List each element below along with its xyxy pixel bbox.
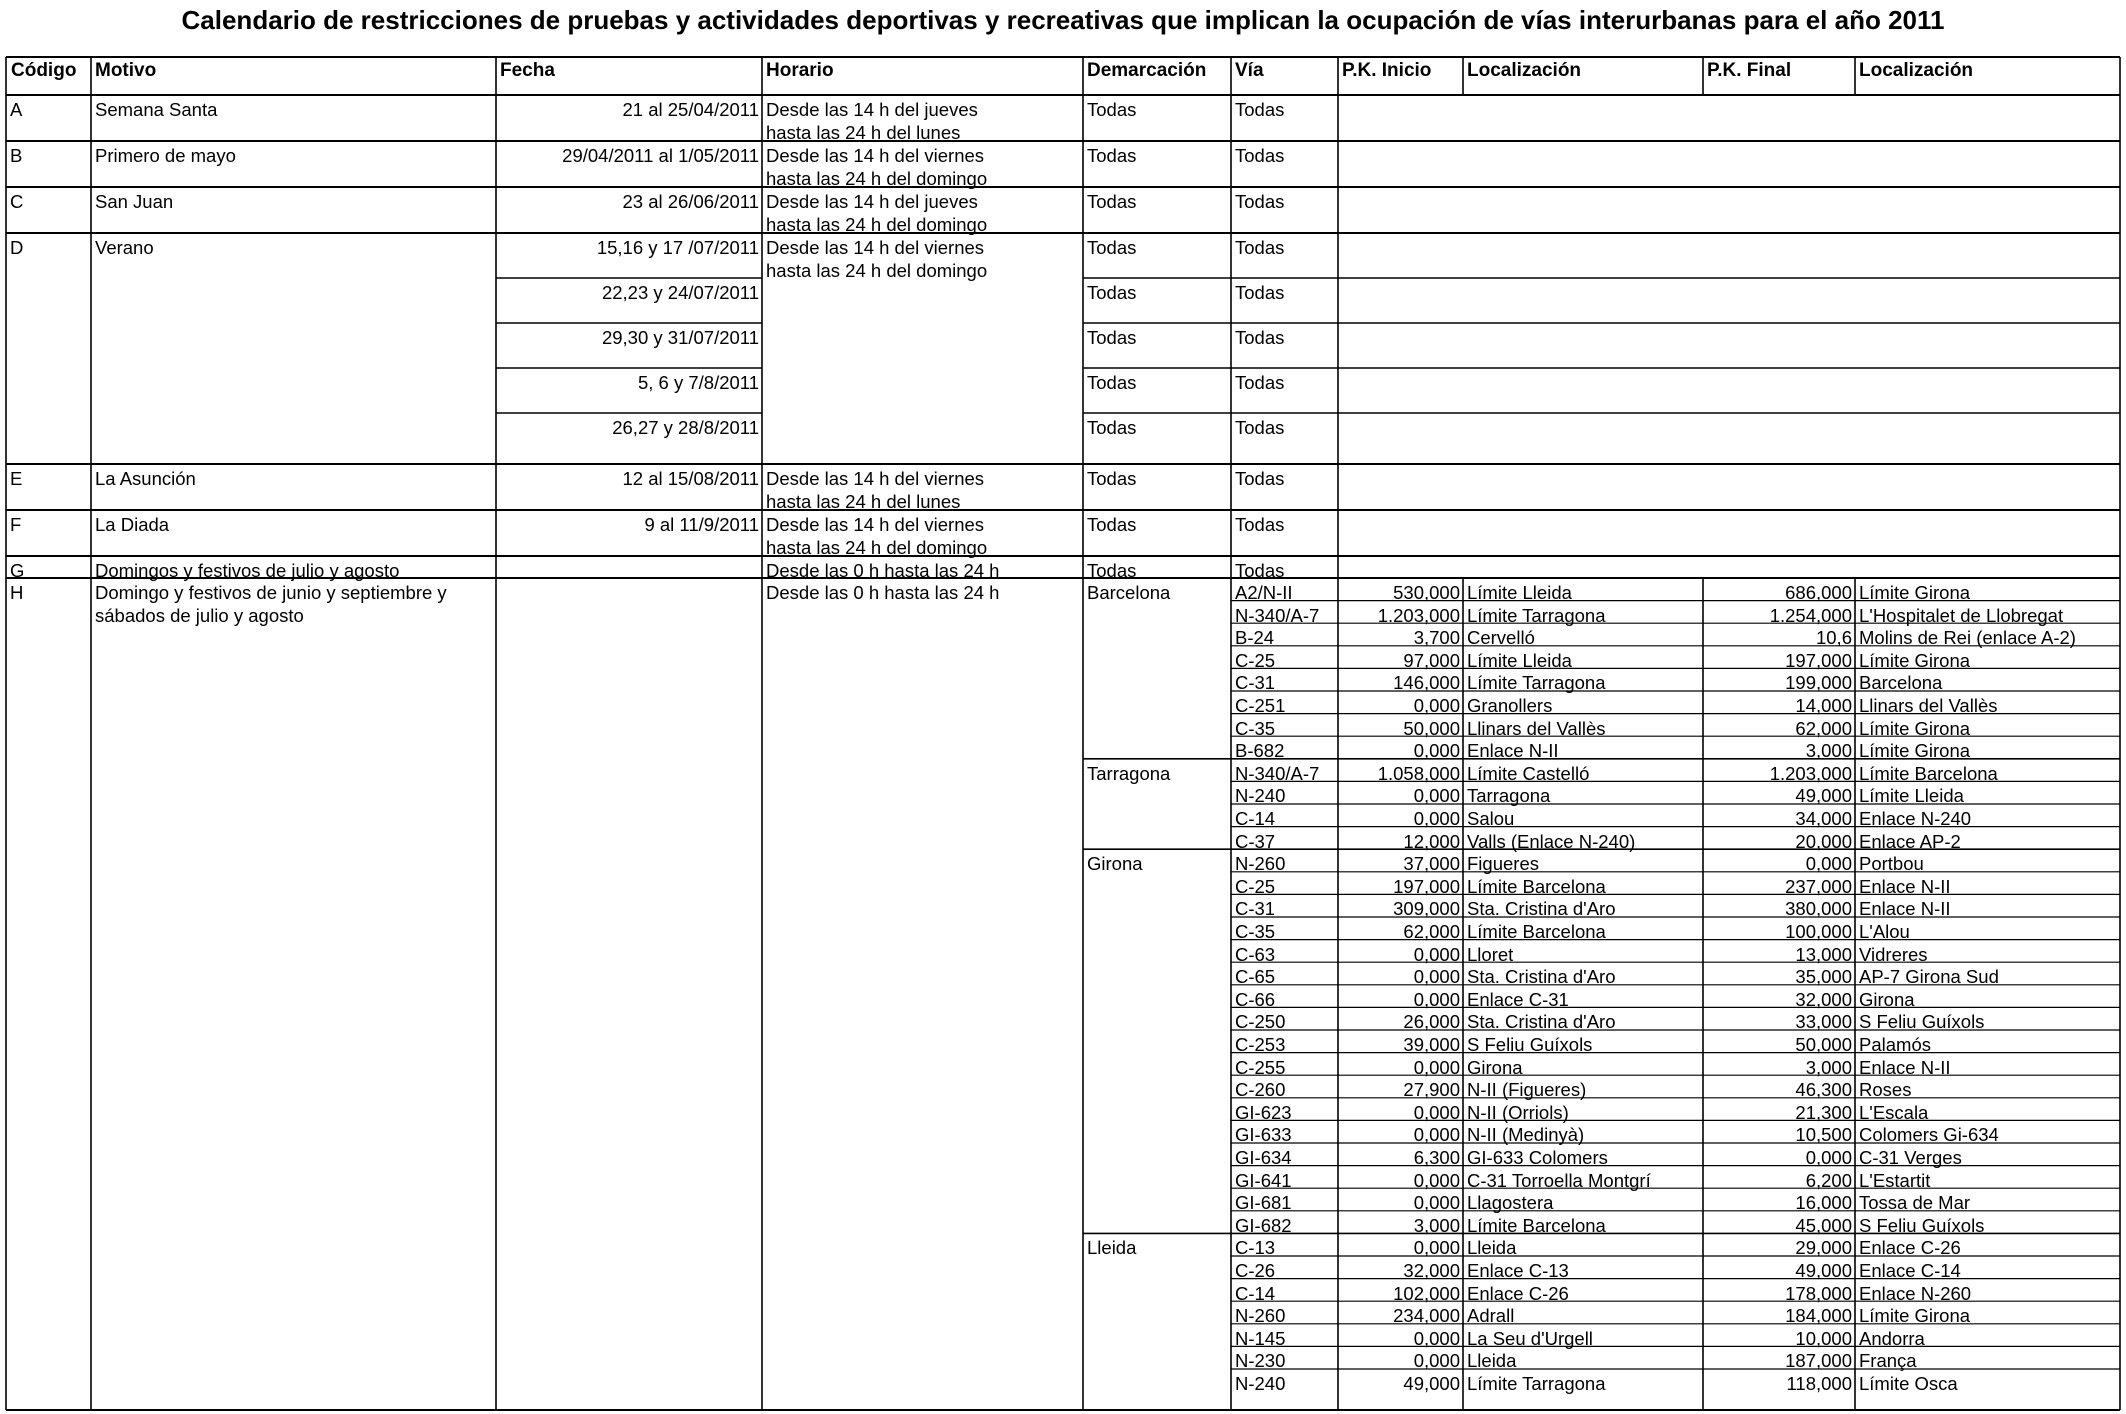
group-demarcacion: Todas <box>1087 372 1137 393</box>
road-loc-final: Girona <box>1859 988 1915 1010</box>
road-loc-final: Enlace AP-2 <box>1859 830 1961 852</box>
header-demarcacion: Demarcación <box>1087 60 1207 81</box>
header-pk-inicio: P.K. Inicio <box>1342 60 1432 81</box>
header-localizacion-final: Localización <box>1859 60 1974 81</box>
road-loc-final: L'Alou <box>1859 921 1910 942</box>
road-pk-inicio: 0,000 <box>1413 1056 1460 1078</box>
road-loc-inicio: Tarragona <box>1467 785 1551 807</box>
road-pk-final: 10,6 <box>1815 627 1852 649</box>
road-loc-inicio: GI-633 Colomers <box>1467 1147 1608 1168</box>
road-loc-final: L'Hospitalet de Llobregat <box>1859 604 2064 626</box>
road-pk-inicio: 6,300 <box>1413 1147 1460 1168</box>
header-via: Vía <box>1235 60 1264 81</box>
group-demarcacion: Todas <box>1087 282 1137 303</box>
road-loc-inicio: Límite Tarragona <box>1467 672 1606 694</box>
road-via: C-63 <box>1235 943 1276 965</box>
road-pk-final: 10,000 <box>1795 1327 1852 1349</box>
road-pk-final: 35,000 <box>1795 966 1852 988</box>
group-motivo: Primero de mayo <box>95 145 236 166</box>
group-horario-line: hasta las 24 h del lunes <box>766 121 961 143</box>
group-fecha: 29,30 y 31/07/2011 <box>601 327 759 348</box>
road-pk-inicio: 1.058,000 <box>1377 762 1460 784</box>
road-loc-final: Enlace N-II <box>1859 898 1951 920</box>
road-via: N-260 <box>1235 853 1286 875</box>
group-demarcacion: Todas <box>1087 237 1137 258</box>
road-loc-inicio: Límite Castelló <box>1467 762 1590 784</box>
group-horario: Desde las 0 h hasta las 24 h <box>766 582 1000 603</box>
road-pk-inicio: 0,000 <box>1413 1237 1460 1259</box>
road-loc-inicio: Límite Barcelona <box>1467 921 1606 942</box>
road-pk-final: 46,300 <box>1795 1079 1852 1101</box>
road-loc-inicio: Enlace N-II <box>1467 740 1559 762</box>
road-pk-final: 50,000 <box>1795 1034 1852 1055</box>
group-demarcacion: Todas <box>1087 417 1137 438</box>
group-via: Todas <box>1235 237 1285 258</box>
group-fecha: 5, 6 y 7/8/2011 <box>637 372 759 393</box>
road-loc-inicio: Valls (Enlace N-240) <box>1467 830 1636 852</box>
road-loc-final: Enlace N-II <box>1859 875 1951 897</box>
group-code: A <box>10 99 23 120</box>
header-pk-final: P.K. Final <box>1707 60 1792 81</box>
road-pk-inicio: 62,000 <box>1403 921 1460 942</box>
road-via: N-230 <box>1235 1350 1286 1372</box>
road-loc-inicio: N-II (Orriols) <box>1467 1101 1569 1123</box>
road-pk-final: 16,000 <box>1795 1192 1852 1214</box>
road-pk-inicio: 0,000 <box>1413 966 1460 988</box>
group-fecha: 23 al 26/06/2011 <box>622 191 759 212</box>
road-pk-final: 6,200 <box>1805 1169 1852 1191</box>
road-loc-final: L'Estartit <box>1859 1169 1931 1191</box>
road-loc-inicio: Límite Lleida <box>1467 582 1572 603</box>
road-pk-inicio: 0,000 <box>1413 1124 1460 1146</box>
group-fecha: 12 al 15/08/2011 <box>622 468 759 489</box>
road-loc-inicio: Llagostera <box>1467 1192 1554 1214</box>
road-loc-final: Límite Girona <box>1859 717 1971 739</box>
road-via: C-31 <box>1235 898 1276 920</box>
road-loc-final: Límite Girona <box>1859 582 1971 603</box>
road-loc-final: Tossa de Mar <box>1859 1192 1971 1214</box>
group-horario-line: hasta las 24 h del domingo <box>766 213 988 235</box>
road-pk-inicio: 1.203,000 <box>1377 604 1460 626</box>
road-loc-final: Vidreres <box>1859 943 1928 965</box>
road-loc-inicio: Lloret <box>1467 943 1514 965</box>
road-pk-final: 3,000 <box>1805 1056 1852 1078</box>
road-loc-inicio: Límite Barcelona <box>1467 1214 1606 1236</box>
road-loc-inicio: Sta. Cristina d'Aro <box>1467 1011 1616 1033</box>
road-pk-inicio: 97,000 <box>1403 649 1460 671</box>
road-pk-inicio: 0,000 <box>1413 740 1460 762</box>
road-via: C-255 <box>1235 1056 1286 1078</box>
road-pk-final: 178,000 <box>1785 1282 1852 1304</box>
demarcacion-name: Barcelona <box>1087 582 1171 603</box>
road-pk-final: 20,000 <box>1795 830 1852 852</box>
road-pk-final: 187,000 <box>1785 1350 1852 1372</box>
road-loc-final: Límite Girona <box>1859 740 1971 762</box>
road-loc-final: C-31 Verges <box>1859 1147 1962 1168</box>
road-loc-final: Palamós <box>1859 1034 1931 1055</box>
road-pk-inicio: 27,900 <box>1403 1079 1460 1101</box>
road-pk-final: 13,000 <box>1795 943 1852 965</box>
group-horario-line: Desde las 14 h del jueves <box>766 191 978 212</box>
road-via: A2/N-II <box>1235 582 1293 603</box>
group-via: Todas <box>1235 514 1285 535</box>
road-pk-final: 21,300 <box>1795 1101 1852 1123</box>
road-pk-final: 0,000 <box>1805 1147 1852 1168</box>
road-via: GI-633 <box>1235 1124 1292 1146</box>
road-via: C-26 <box>1235 1260 1276 1281</box>
road-loc-final: Andorra <box>1859 1327 1925 1349</box>
road-pk-inicio: 0,000 <box>1413 1350 1460 1372</box>
road-pk-final: 184,000 <box>1785 1305 1852 1327</box>
road-loc-inicio: Enlace C-13 <box>1467 1260 1569 1281</box>
road-pk-inicio: 3,000 <box>1413 1214 1460 1236</box>
group-fecha: 26,27 y 28/8/2011 <box>612 417 759 438</box>
road-via: N-260 <box>1235 1305 1286 1327</box>
group-fecha: 29/04/2011 al 1/05/2011 <box>562 145 759 166</box>
road-pk-inicio: 146,000 <box>1393 672 1460 694</box>
road-pk-inicio: 0,000 <box>1413 785 1460 807</box>
road-loc-final: L'Escala <box>1859 1101 1929 1123</box>
header-fecha: Fecha <box>500 60 555 81</box>
group-code: B <box>10 145 23 166</box>
road-pk-inicio: 102,000 <box>1393 1282 1460 1304</box>
road-loc-inicio: Límite Tarragona <box>1467 604 1606 626</box>
road-loc-final: Roses <box>1859 1079 1912 1101</box>
road-loc-inicio: Adrall <box>1467 1305 1515 1327</box>
group-horario-line: Desde las 14 h del viernes <box>766 237 985 258</box>
demarcacion-name: Girona <box>1087 853 1143 875</box>
road-pk-inicio: 37,000 <box>1403 853 1460 875</box>
road-loc-inicio: Lleida <box>1467 1237 1517 1259</box>
road-pk-final: 1.254,000 <box>1769 604 1852 626</box>
header-motivo: Motivo <box>95 60 157 81</box>
group-via: Todas <box>1235 560 1285 581</box>
road-loc-inicio: Granollers <box>1467 695 1553 716</box>
road-via: C-25 <box>1235 649 1276 671</box>
group-code: F <box>10 514 22 535</box>
road-via: C-35 <box>1235 717 1276 739</box>
group-motivo: La Asunción <box>95 468 196 489</box>
road-via: GI-682 <box>1235 1214 1292 1236</box>
road-loc-final: Enlace C-14 <box>1859 1260 1961 1281</box>
demarcacion-name: Tarragona <box>1087 762 1171 784</box>
header-horario: Horario <box>766 60 834 81</box>
road-via: C-14 <box>1235 1282 1276 1304</box>
road-pk-inicio: 12,000 <box>1403 830 1460 852</box>
document-title: Calendario de restricciones de pruebas y actividades deportivas y recreativas que implican la ocupación de vías interurbanas para el año 2011 <box>181 5 1945 35</box>
road-loc-inicio: Lleida <box>1467 1350 1517 1372</box>
road-pk-inicio: 0,000 <box>1413 988 1460 1010</box>
group-via: Todas <box>1235 191 1285 212</box>
road-via: C-65 <box>1235 966 1276 988</box>
road-via: C-31 <box>1235 672 1276 694</box>
group-via: Todas <box>1235 372 1285 393</box>
road-pk-final: 3,000 <box>1805 740 1852 762</box>
road-pk-inicio: 0,000 <box>1413 1169 1460 1191</box>
demarcacion-name: Lleida <box>1087 1237 1137 1259</box>
road-via: N-240 <box>1235 785 1286 807</box>
header-codigo: Código <box>11 60 77 81</box>
group-horario-line: hasta las 24 h del domingo <box>766 536 988 558</box>
road-loc-inicio: N-II (Medinyà) <box>1467 1124 1585 1146</box>
group-demarcacion: Todas <box>1087 468 1137 489</box>
road-loc-inicio: La Seu d'Urgell <box>1467 1327 1593 1349</box>
road-loc-final: S Feliu Guíxols <box>1859 1011 1985 1033</box>
group-fecha: 15,16 y 17 /07/2011 <box>596 237 759 258</box>
header-localizacion-inicio: Localización <box>1467 60 1582 81</box>
group-via: Todas <box>1235 327 1285 348</box>
road-loc-inicio: Cervelló <box>1467 627 1535 649</box>
road-pk-inicio: 50,000 <box>1403 717 1460 739</box>
road-loc-final: Barcelona <box>1859 672 1943 694</box>
road-pk-final: 33,000 <box>1795 1011 1852 1033</box>
road-pk-final: 0,000 <box>1805 853 1852 875</box>
group-demarcacion: Todas <box>1087 560 1137 581</box>
road-pk-final: 34,000 <box>1795 808 1852 829</box>
road-loc-inicio: Límite Tarragona <box>1467 1373 1606 1394</box>
road-loc-final: Enlace N-260 <box>1859 1282 1972 1304</box>
road-loc-inicio: Sta. Cristina d'Aro <box>1467 898 1616 920</box>
road-via: GI-623 <box>1235 1101 1292 1123</box>
road-loc-inicio: Enlace C-26 <box>1467 1282 1569 1304</box>
group-horario-line: Desde las 14 h del viernes <box>766 514 985 535</box>
road-via: GI-641 <box>1235 1169 1292 1191</box>
road-loc-final: França <box>1859 1350 1917 1372</box>
road-loc-final: Enlace N-240 <box>1859 808 1972 829</box>
road-pk-final: 380,000 <box>1785 898 1852 920</box>
group-demarcacion: Todas <box>1087 145 1137 166</box>
road-loc-inicio: Salou <box>1467 808 1515 829</box>
road-loc-final: Colomers Gi-634 <box>1859 1124 1999 1146</box>
road-loc-final: Límite Girona <box>1859 1305 1971 1327</box>
road-pk-inicio: 0,000 <box>1413 943 1460 965</box>
group-motivo: San Juan <box>95 191 174 212</box>
road-via: C-260 <box>1235 1079 1286 1101</box>
road-pk-final: 118,000 <box>1786 1373 1852 1394</box>
group-horario-line: Desde las 14 h del jueves <box>766 99 978 120</box>
group-code: C <box>10 191 24 212</box>
road-loc-final: Límite Lleida <box>1859 785 1964 807</box>
road-loc-final: Llinars del Vallès <box>1859 695 1998 716</box>
group-code: H <box>10 582 24 603</box>
road-loc-inicio: Girona <box>1467 1056 1523 1078</box>
road-pk-final: 49,000 <box>1795 785 1852 807</box>
group-horario-line: Desde las 14 h del viernes <box>766 468 985 489</box>
road-pk-inicio: 309,000 <box>1393 898 1460 920</box>
road-loc-inicio: S Feliu Guíxols <box>1467 1034 1593 1055</box>
road-pk-inicio: 3,700 <box>1413 627 1460 649</box>
road-via: C-13 <box>1235 1237 1276 1259</box>
road-pk-inicio: 0,000 <box>1413 808 1460 829</box>
road-via: N-240 <box>1235 1373 1286 1394</box>
road-loc-inicio: Llinars del Vallès <box>1467 717 1606 739</box>
road-loc-final: Límite Barcelona <box>1859 762 1998 784</box>
road-loc-final: Enlace C-26 <box>1859 1237 1961 1259</box>
road-via: C-251 <box>1235 695 1286 716</box>
road-pk-final: 45,000 <box>1795 1214 1852 1236</box>
group-demarcacion: Todas <box>1087 327 1137 348</box>
group-fecha: 9 al 11/9/2011 <box>644 514 759 535</box>
group-motivo-line: sábados de julio y agosto <box>95 604 304 626</box>
road-pk-inicio: 39,000 <box>1403 1034 1460 1055</box>
road-pk-inicio: 32,000 <box>1403 1260 1460 1281</box>
road-via: C-250 <box>1235 1011 1286 1033</box>
road-via: C-37 <box>1235 830 1276 852</box>
group-fecha: 21 al 25/04/2011 <box>622 99 759 120</box>
road-pk-final: 237,000 <box>1785 875 1852 897</box>
road-loc-inicio: Límite Lleida <box>1467 649 1572 671</box>
group-code: E <box>10 468 23 489</box>
road-loc-final: Portbou <box>1859 853 1924 875</box>
road-pk-final: 32,000 <box>1795 988 1852 1010</box>
road-pk-inicio: 0,000 <box>1413 1192 1460 1214</box>
road-via: B-24 <box>1235 627 1275 649</box>
group-via: Todas <box>1235 99 1285 120</box>
road-pk-inicio: 530,000 <box>1393 582 1460 603</box>
group-via: Todas <box>1235 417 1285 438</box>
group-demarcacion: Todas <box>1087 191 1137 212</box>
road-pk-inicio: 0,000 <box>1413 695 1460 716</box>
road-via: C-253 <box>1235 1034 1286 1055</box>
road-loc-final: AP-7 Girona Sud <box>1859 966 1999 988</box>
group-via: Todas <box>1235 468 1285 489</box>
group-horario-line: Desde las 14 h del viernes <box>766 145 985 166</box>
road-pk-final: 10,500 <box>1795 1124 1852 1146</box>
road-loc-inicio: C-31 Torroella Montgrí <box>1467 1169 1651 1191</box>
road-via: N-340/A-7 <box>1235 762 1320 784</box>
group-motivo: Semana Santa <box>95 99 218 120</box>
road-pk-inicio: 0,000 <box>1413 1101 1460 1123</box>
road-loc-final: Enlace N-II <box>1859 1056 1951 1078</box>
group-code: G <box>10 560 25 581</box>
road-loc-final: Molins de Rei (enlace A-2) <box>1859 627 2076 649</box>
road-via: N-340/A-7 <box>1235 604 1320 626</box>
road-loc-final: Límite Osca <box>1859 1373 1958 1394</box>
group-demarcacion: Todas <box>1087 99 1137 120</box>
road-loc-inicio: N-II (Figueres) <box>1467 1079 1587 1101</box>
road-pk-final: 197,000 <box>1785 649 1852 671</box>
road-via: C-14 <box>1235 808 1276 829</box>
road-pk-final: 14,000 <box>1795 695 1852 716</box>
road-via: C-25 <box>1235 875 1276 897</box>
road-via: GI-681 <box>1235 1192 1292 1214</box>
road-pk-inicio: 234,000 <box>1393 1305 1460 1327</box>
road-pk-final: 1.203,000 <box>1769 762 1852 784</box>
road-via: C-35 <box>1235 921 1276 942</box>
road-pk-inicio: 26,000 <box>1403 1011 1460 1033</box>
road-loc-final: Límite Girona <box>1859 649 1971 671</box>
group-fecha: 22,23 y 24/07/2011 <box>601 282 759 303</box>
group-horario-line: hasta las 24 h del lunes <box>766 490 961 512</box>
road-pk-inicio: 0,000 <box>1413 1327 1460 1349</box>
group-code: D <box>10 237 24 258</box>
group-motivo: La Diada <box>95 514 170 535</box>
road-loc-inicio: Sta. Cristina d'Aro <box>1467 966 1616 988</box>
road-pk-inicio: 49,000 <box>1403 1373 1460 1394</box>
group-motivo: Domingos y festivos de julio y agosto <box>95 560 400 581</box>
road-via: C-66 <box>1235 988 1276 1010</box>
road-via: N-145 <box>1235 1327 1286 1349</box>
group-motivo-line: Domingo y festivos de junio y septiembre y <box>95 582 447 603</box>
road-loc-inicio: Enlace C-31 <box>1467 988 1569 1010</box>
road-pk-final: 199,000 <box>1785 672 1852 694</box>
group-horario-line: Desde las 0 h hasta las 24 h <box>766 560 1000 581</box>
road-loc-final: S Feliu Guíxols <box>1859 1214 1985 1236</box>
group-horario-line: hasta las 24 h del domingo <box>766 167 988 189</box>
road-loc-inicio: Figueres <box>1467 853 1539 875</box>
group-horario-line: hasta las 24 h del domingo <box>766 259 988 281</box>
road-loc-inicio: Límite Barcelona <box>1467 875 1606 897</box>
road-pk-final: 686,000 <box>1785 582 1852 603</box>
group-motivo: Verano <box>95 237 154 258</box>
road-pk-final: 100,000 <box>1785 921 1852 942</box>
group-via: Todas <box>1235 145 1285 166</box>
road-via: B-682 <box>1235 740 1285 762</box>
road-pk-final: 49,000 <box>1795 1260 1852 1281</box>
road-via: GI-634 <box>1235 1147 1292 1168</box>
road-pk-final: 29,000 <box>1795 1237 1852 1259</box>
group-via: Todas <box>1235 282 1285 303</box>
group-demarcacion: Todas <box>1087 514 1137 535</box>
road-pk-final: 62,000 <box>1795 717 1852 739</box>
road-pk-inicio: 197,000 <box>1393 875 1460 897</box>
